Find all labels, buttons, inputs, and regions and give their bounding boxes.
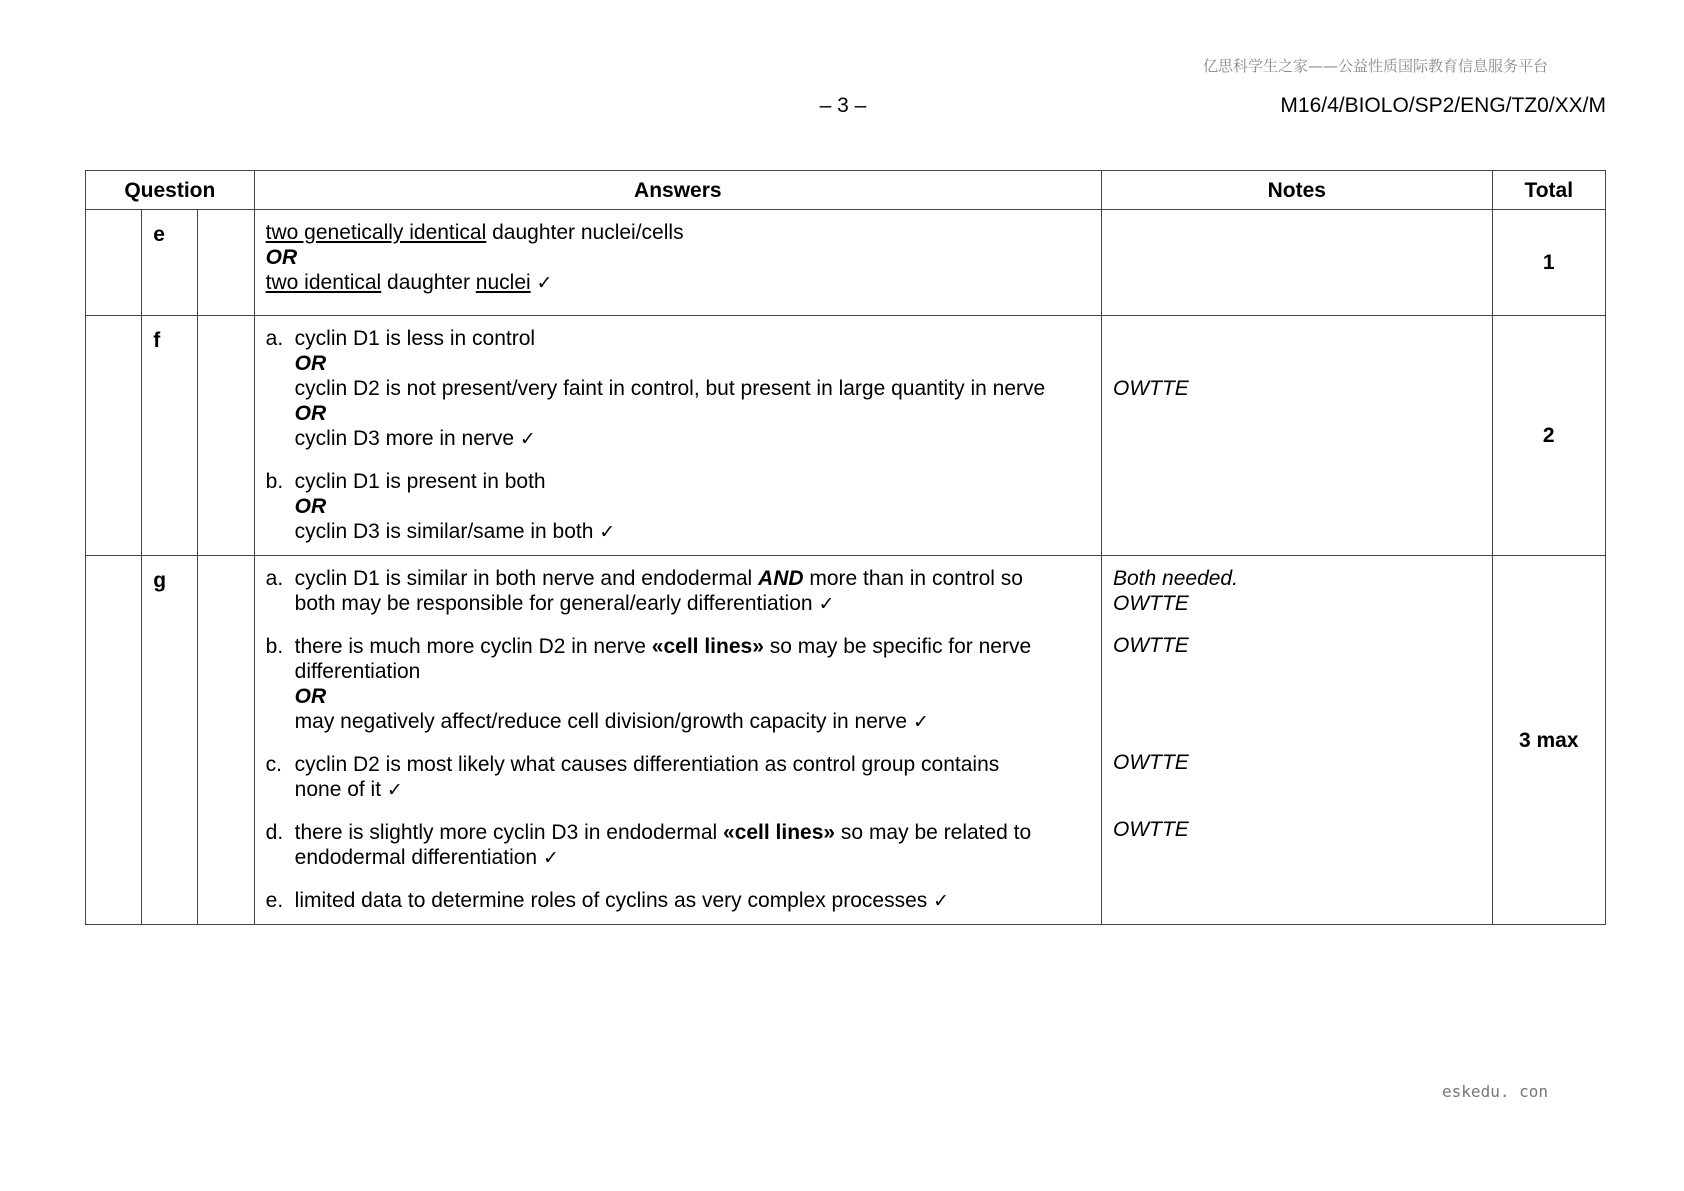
answer-text: cyclin D1 is less in control: [294, 327, 536, 350]
item-label: a.: [265, 567, 284, 590]
notes-cell-f: [1102, 316, 1493, 556]
table-row-e: [86, 210, 1606, 316]
answer-text: there is slightly more cyclin D3 in endodermal: [294, 821, 724, 844]
notes-cell-g: [1102, 556, 1493, 925]
header-total: Total: [1492, 171, 1605, 210]
table-row-f: [86, 316, 1606, 556]
watermark-header: 亿思科学生之家——公益性质国际教育信息服务平台: [1202, 57, 1548, 75]
note-text: OWTTE: [1113, 634, 1189, 657]
note-text: OWTTE: [1113, 377, 1189, 400]
notes-cell-e: [1102, 210, 1493, 316]
note-text: OWTTE: [1113, 818, 1189, 841]
total-cell-g: 3 max: [1492, 556, 1605, 925]
answer-text: differentiation: [294, 660, 421, 683]
checkmark-icon: ✓: [542, 847, 559, 869]
answer-text: cyclin D1 is present in both: [294, 470, 546, 493]
checkmark-icon: ✓: [386, 779, 403, 801]
answer-text: nuclei: [475, 271, 531, 294]
answer-text: cyclin D3 is similar/same in both: [294, 520, 594, 543]
or-label: OR: [294, 352, 327, 375]
answer-item-a: [266, 566, 1091, 617]
item-label: b.: [265, 470, 284, 493]
header-question: Question: [86, 171, 255, 210]
answer-text: cyclin D3 more in nerve: [294, 427, 515, 450]
answers-cell-g: [254, 556, 1101, 925]
answer-text: daughter: [381, 271, 476, 294]
answer-text: both may be responsible for general/early differentiation: [294, 592, 813, 615]
answer-text: none of it: [294, 778, 382, 801]
answer-text: «cell lines»: [723, 821, 836, 844]
markscheme-table: [85, 170, 1606, 925]
answer-item-d: [266, 820, 1091, 871]
question-part-label: g: [142, 556, 198, 925]
answer-item-b: [266, 469, 1091, 545]
answers-cell-e: [254, 210, 1101, 316]
item-label: c.: [265, 753, 282, 776]
total-cell-e: 1: [1492, 210, 1605, 316]
answer-text: cyclin D1 is similar in both nerve and endodermal: [294, 567, 759, 590]
question-part-label: f: [142, 316, 198, 556]
watermark-footer: eskedu. con: [1442, 1082, 1548, 1101]
note-text: OWTTE: [1113, 592, 1189, 615]
answer-item-e: [266, 888, 1091, 914]
answer-text: limited data to determine roles of cyclins as very complex processes: [294, 889, 928, 912]
checkmark-icon: ✓: [818, 593, 835, 615]
note-text: Both needed.: [1113, 567, 1238, 590]
answer-text: endodermal differentiation: [294, 846, 538, 869]
question-number-cell: [86, 556, 142, 925]
question-subpart-cell: [198, 316, 254, 556]
or-label: OR: [265, 246, 298, 269]
answer-text: «cell lines»: [651, 635, 764, 658]
answer-text: so may be specific for nerve: [763, 635, 1032, 658]
answers-cell-f: [254, 316, 1101, 556]
checkmark-icon: ✓: [599, 521, 616, 543]
checkmark-icon: ✓: [933, 890, 950, 912]
table-row-g: [86, 556, 1606, 925]
answer-text: there is much more cyclin D2 in nerve: [294, 635, 652, 658]
total-cell-f: 2: [1492, 316, 1605, 556]
answer-item-c: [266, 752, 1091, 803]
or-label: OR: [294, 495, 327, 518]
answer-text: so may be related to: [835, 821, 1032, 844]
answer-text: may negatively affect/reduce cell division/growth capacity in nerve: [294, 710, 908, 733]
answer-text: more than in control so: [803, 567, 1023, 590]
item-label: e.: [265, 889, 284, 912]
question-number-cell: [86, 210, 142, 316]
answer-item-b: [266, 634, 1091, 735]
or-label: OR: [294, 685, 327, 708]
document-code: M16/4/BIOLO/SP2/ENG/TZ0/XX/M: [1280, 94, 1606, 117]
header-answers: Answers: [254, 171, 1101, 210]
header-notes: Notes: [1102, 171, 1493, 210]
question-number-cell: [86, 316, 142, 556]
answer-item-a: [266, 326, 1091, 452]
note-text: OWTTE: [1113, 751, 1189, 774]
item-label: d.: [265, 821, 284, 844]
item-label: a.: [265, 327, 284, 350]
table-header-row: [86, 171, 1606, 210]
checkmark-icon: ✓: [536, 272, 553, 294]
answer-text: cyclin D2 is not present/very faint in control, but present in large quantity in nerve: [294, 377, 1046, 400]
answer-text: daughter nuclei/cells: [486, 221, 684, 244]
and-label: AND: [758, 567, 804, 590]
page-number: – 3 –: [819, 94, 867, 117]
question-subpart-cell: [198, 210, 254, 316]
checkmark-icon: ✓: [519, 428, 536, 450]
answer-text: cyclin D2 is most likely what causes differentiation as control group contains: [294, 753, 1000, 776]
question-part-label: e: [142, 210, 198, 316]
or-label: OR: [294, 402, 327, 425]
answer-text: two genetically identical: [265, 221, 487, 244]
answer-text: two identical: [265, 271, 382, 294]
item-label: b.: [265, 635, 284, 658]
question-subpart-cell: [198, 556, 254, 925]
checkmark-icon: ✓: [912, 711, 929, 733]
